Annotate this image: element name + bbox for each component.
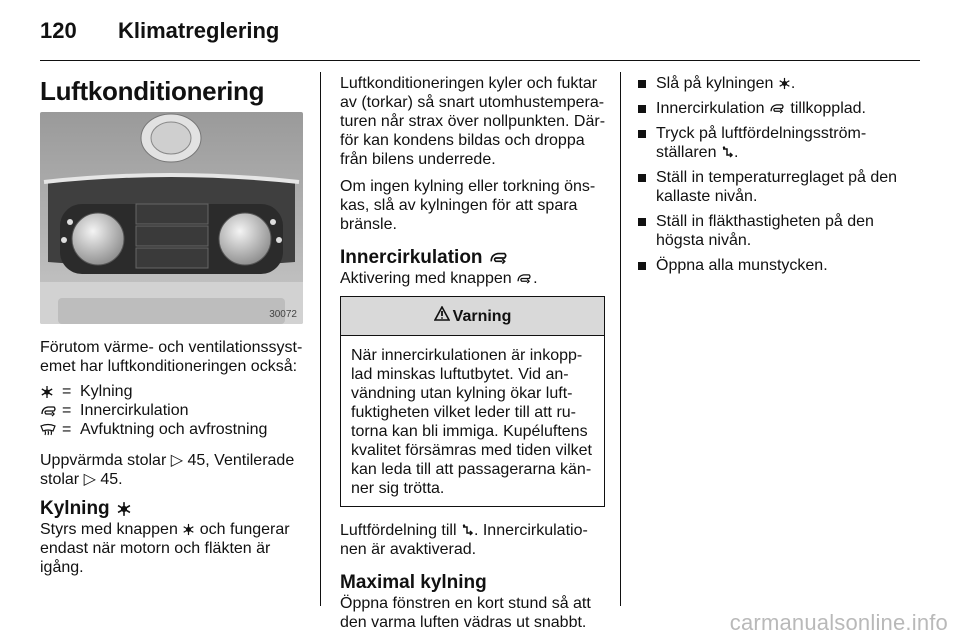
paragraph-distribution: Luftfördelning till . Innercirkulatio- nen är avaktiverad. [340, 522, 588, 558]
list-item: Ställ in fläkthastigheten på den högsta nivån. [638, 212, 920, 250]
column-divider-2 [620, 72, 621, 606]
defrost-icon [40, 423, 62, 437]
page-ref-icon: ▷ [170, 452, 184, 469]
paragraph-max-cooling: Öppna fönstren en kort stund så att den varma luften vädras ut snabbt. [340, 595, 591, 631]
warning-box [340, 296, 605, 507]
kylning-heading: Kylning [40, 499, 312, 518]
header-rule [40, 60, 920, 61]
snowflake-icon [182, 523, 195, 536]
paragraph-fuel: Om ingen kylning eller torkning öns- kas, slå av kylningen för att spara bränsle. [340, 178, 596, 233]
climate-panel-photo [40, 112, 303, 324]
snowflake-icon [778, 77, 791, 90]
column-1: Förutom värme- och ventilationssyst- emet har luftkonditioneringen också: = Kylning = Innercirkulation = Avfuktning och avfrostning Uppvärmda stolar ▷ 45, Ventilerade stolar ▷ 45. Kylning Styrs med knappen och fungerar endast när motorn och fläkten är igång. [40, 338, 312, 585]
legend-list [40, 382, 312, 439]
chapter-title: Klimatreglering [118, 18, 280, 43]
list-item: Slå på kylningen . [638, 74, 920, 93]
footwell-icon [721, 146, 734, 159]
legend-item: = Kylning [40, 382, 312, 401]
page-number: 120 [40, 18, 77, 43]
recirculation-icon [40, 405, 62, 417]
intro-line-1: Förutom värme- och ventilationssyst- [40, 339, 303, 356]
list-item: Tryck på luftfördelningsström- ställaren . [638, 124, 920, 162]
snowflake-icon [40, 385, 62, 399]
legend-item: = Avfuktning och avfrostning [40, 420, 312, 439]
list-item: Ställ in temperaturreglaget på den kallaste nivån. [638, 168, 920, 206]
legend-label: Innercirkulation [80, 402, 189, 419]
max-cooling-steps [638, 74, 920, 275]
maximal-kylning-heading: Maximal kylning [340, 572, 487, 593]
snowflake-icon [116, 501, 132, 517]
column-divider-1 [320, 72, 321, 606]
column-2: Luftkonditioneringen kyler och fuktar av (torkar) så snart utomhustempera- turen når strax över nollpunkten. Där- för kan kondens bildas och droppa från bilens underrede. Om ingen kylning eller torkning öns- kas, slå av kylningen för att spara bränsle. Innercirkulation Aktivering med knappen . Varning När innercirkulationen är inkopp- lad minskas luftutbytet. Vid an- vändning utan kylning ökar luft- fuktigheten vilket leder till att ru- torna kan bli immiga. Kupéluftens kvalitet försämras med tiden vilket kan leda till att passagerarna kän- ner sig trötta. Luftfördelning till . Innercirkulatio- nen är avaktiverad. Maximal kylning Öppna fönstren en kort stund så att den varma luften vädras ut snabbt. [340, 75, 606, 631]
page-ref-icon: ▷ [83, 471, 96, 488]
legend-label: Avfuktning och avfrostning [80, 421, 268, 438]
page-header [40, 18, 279, 48]
warning-header [341, 297, 604, 336]
intro-line-2: emet har luftkonditioneringen också: [40, 358, 298, 375]
column-3 [638, 74, 920, 281]
legend-label: Kylning [80, 383, 133, 400]
watermark: carmanualsonline.info [729, 610, 948, 635]
photo-reference-number: 30072 [269, 309, 297, 320]
climate-panel-image [40, 112, 303, 324]
warning-triangle-icon [434, 306, 450, 326]
list-item: Öppna alla munstycken. [638, 256, 920, 275]
recirculation-icon [516, 273, 533, 284]
innercirkulation-heading: Innercirkulation [340, 248, 605, 267]
legend-item: = Innercirkulation [40, 401, 312, 420]
recirculation-icon [769, 103, 786, 114]
paragraph-function: Luftkonditioneringen kyler och fuktar av (torkar) så snart utomhustempera- turen når strax över nollpunkten. Där- för kan kondens bildas och droppa från bilens underrede. [340, 75, 606, 168]
section-title: Luftkonditionering [40, 76, 265, 106]
seats-reference-line-2: stolar ▷ 45. [40, 471, 123, 488]
warning-text: När innercirkulationen är inkopp- lad minskas luftutbytet. Vid an- vändning utan kylning ökar luft- fuktigheten vilket leder till att ru- torna kan bli immiga. Kupéluftens kvalitet försämras med tiden vilket kan leda till att passagerarna kän- ner sig trötta. [351, 347, 592, 497]
list-item: Innercirkulation tillkopplad. [638, 99, 920, 118]
recirculation-icon [489, 251, 509, 265]
warning-title: Varning [452, 307, 512, 325]
footwell-icon [461, 524, 474, 537]
seats-reference-line-1: Uppvärmda stolar ▷ 45, Ventilerade [40, 452, 295, 469]
